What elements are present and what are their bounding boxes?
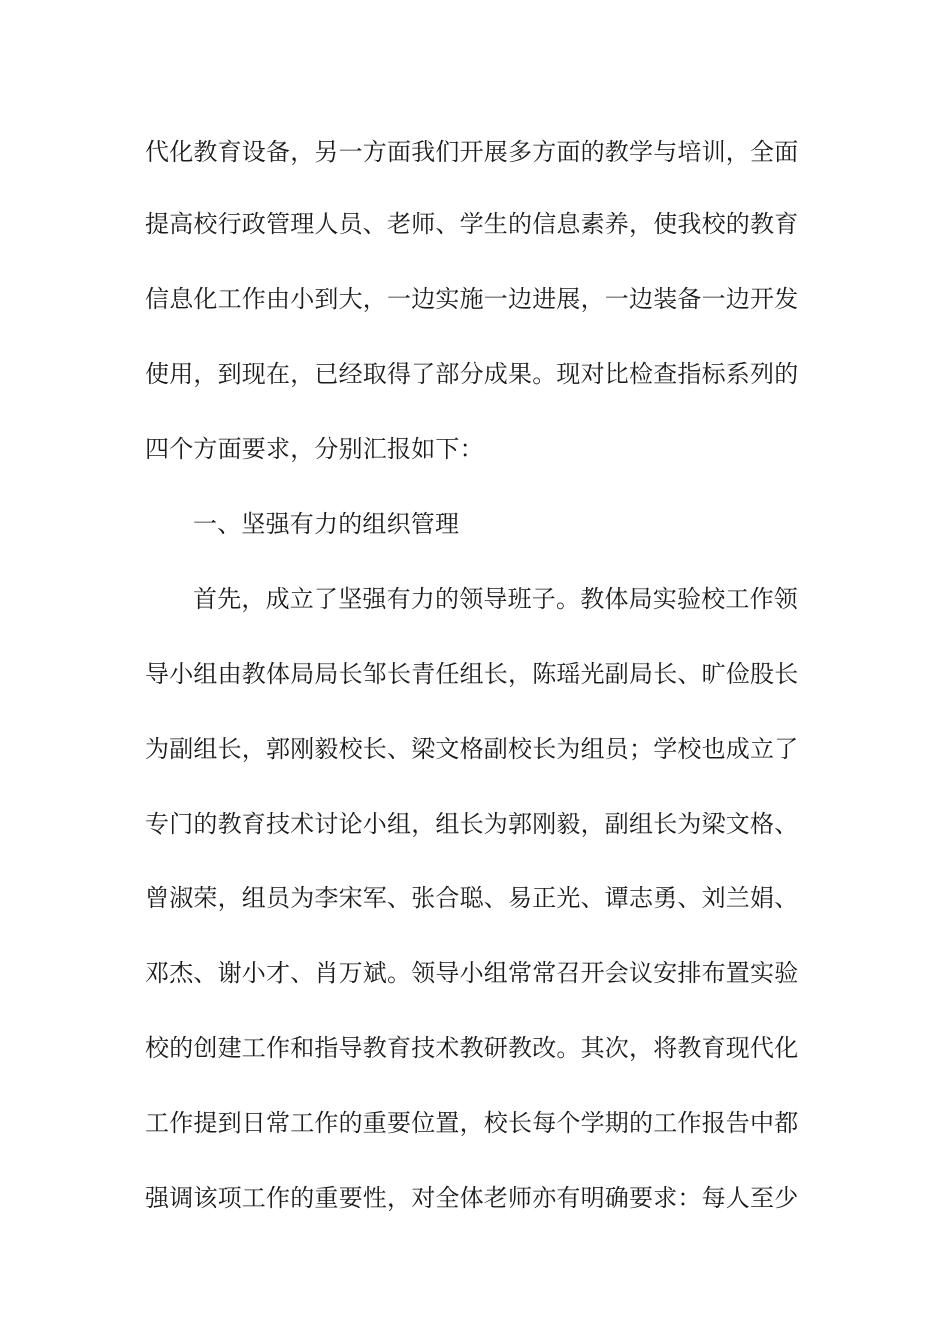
body-text-line: 导小组由教体局局长邹长青任组长，陈瑶光副局长、旷俭股长 — [145, 660, 799, 688]
section-heading: 一、坚强有力的组织管理 — [193, 510, 460, 538]
body-text-line: 为副组长，郭刚毅校长、梁文格副校长为组员；学校也成立了 — [145, 735, 799, 763]
body-text-line: 强调该项工作的重要性，对全体老师亦有明确要求：每人至少 — [145, 1184, 799, 1212]
body-text-line: 校的创建工作和指导教育技术教研教改。其次，将教育现代化 — [145, 1034, 799, 1062]
body-text-line: 曾淑荣，组员为李宋军、张合聪、易正光、谭志勇、刘兰娟、 — [145, 884, 799, 912]
body-text-line: 使用，到现在，已经取得了部分成果。现对比检查指标系列的 — [145, 360, 799, 388]
body-text-line: 信息化工作由小到大，一边实施一边进展，一边装备一边开发 — [145, 285, 799, 313]
body-text-line: 专门的教育技术讨论小组，组长为郭刚毅，副组长为梁文格、 — [145, 810, 799, 838]
body-text-line: 工作提到日常工作的重要位置，校长每个学期的工作报告中都 — [145, 1109, 799, 1137]
body-text-line: 邓杰、谢小才、肖万斌。领导小组常常召开会议安排布置实验 — [145, 959, 799, 987]
body-text-line: 首先，成立了坚强有力的领导班子。教体局实验校工作领 — [193, 585, 798, 613]
body-text-line: 代化教育设备，另一方面我们开展多方面的教学与培训，全面 — [145, 138, 799, 166]
body-text-line: 提高校行政管理人员、老师、学生的信息素养，使我校的教育 — [145, 210, 799, 238]
body-text-line: 四个方面要求，分别汇报如下： — [145, 435, 484, 463]
